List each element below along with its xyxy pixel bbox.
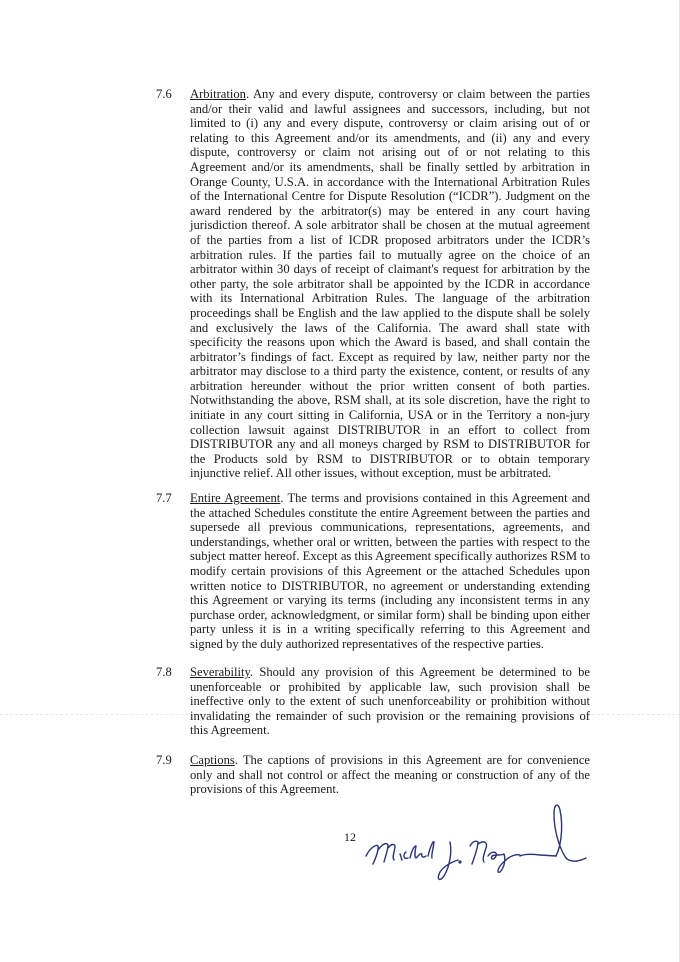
section-heading: Severability bbox=[190, 665, 251, 679]
page-number: 12 bbox=[344, 830, 356, 844]
section-text: . Should any provision of this Agreement be determined to be unenforceable or prohibited by applicable law, such provision shall be ineffective only to the extent of such unenforceability or prohibition without invalidating the remainder of such provision or the remaining provisions of this Agreement. bbox=[190, 665, 590, 738]
section-heading: Captions bbox=[190, 753, 235, 767]
section-number: 7.7 bbox=[156, 491, 172, 505]
section-heading: Entire Agreement bbox=[190, 491, 281, 505]
section-text: . Any and every dispute, controversy or claim between the parties and/or their valid and lawful assignees and successors, including, but not limited to (i) any and every dispute, controversy or claim arising out of or relating to this Agreement and/or its amendments, and (ii) any and every dispute, controversy or claim not arising out of or not relating to this Agreement and/or its amendments, shall be finally settled by arbitration in Orange County, U.S.A. in accordance with the International Arbitration Rules of the International Centre for Dispute Resolution (“ICDR”). Judgment on the award rendered by the arbitrator(s) may be entered in any court having jurisdiction thereof. A sole arbitrator shall be chosen at the mutual agreement of the parties from a list of ICDR proposed arbitrators under the ICDR’s arbitration rules. If the parties fail to mutually agree on the choice of an arbitrator within 30 days of receipt of claimant's request for arbitration by the other party, the sole arbitrator shall be appointed by the ICDR in accordance with its International Arbitration Rules. The language of the arbitration proceedings shall be English and the law applied to the dispute shall be solely and exclusively the laws of the California. The award shall state with specificity the reasons upon which the Award is based, and shall contain the arbitrator’s findings of fact. Except as required by law, neither party nor the arbitrator may disclose to a third party the existence, content, or results of any arbitration hereunder without the prior written consent of both parties. Notwithstanding the above, RSM shall, at its sole discretion, have the right to initiate in any court sitting in California, USA or in the Territory a non-jury collection lawsuit against DISTRIBUTOR in an effort to collect from DISTRIBUTOR any and all moneys charged by RSM to DISTRIBUTOR for the Products sold by RSM to DISTRIBUTOR or to obtain temporary injunctive relief. All other issues, without exception, must be arbitrated. bbox=[190, 87, 590, 481]
section-number: 7.8 bbox=[156, 665, 172, 679]
section-body bbox=[190, 753, 590, 797]
handwritten-signature bbox=[360, 800, 590, 895]
section-body bbox=[190, 87, 590, 481]
section-number: 7.9 bbox=[156, 753, 172, 767]
section-number: 7.6 bbox=[156, 87, 172, 101]
section-text: . The terms and provisions contained in this Agreement and the attached Schedules constitute the entire Agreement between the parties and supersede all previous communications, representations, agreements, and understandings, whether oral or written, between the parties with respect to the subject matter hereof. Except as this Agreement specifically authorizes RSM to modify certain provisions of this Agreement or the attached Schedules upon written notice to DISTRIBUTOR, no agreement or understanding extending this Agreement or varying its terms (including any inconsistent terms in any purchase order, acknowledgment, or similar form) shall be binding upon either party unless it is in a writing specifically referring to this Agreement and signed by the duly authorized representatives of the respective parties. bbox=[190, 491, 591, 651]
section-body bbox=[190, 665, 590, 738]
section-text: . The captions of provisions in this Agreement are for convenience only and shall not control or affect the meaning or construction of any of the provisions of this Agreement. bbox=[190, 753, 590, 797]
section-body bbox=[190, 491, 590, 652]
section-heading: Arbitration bbox=[190, 87, 246, 101]
